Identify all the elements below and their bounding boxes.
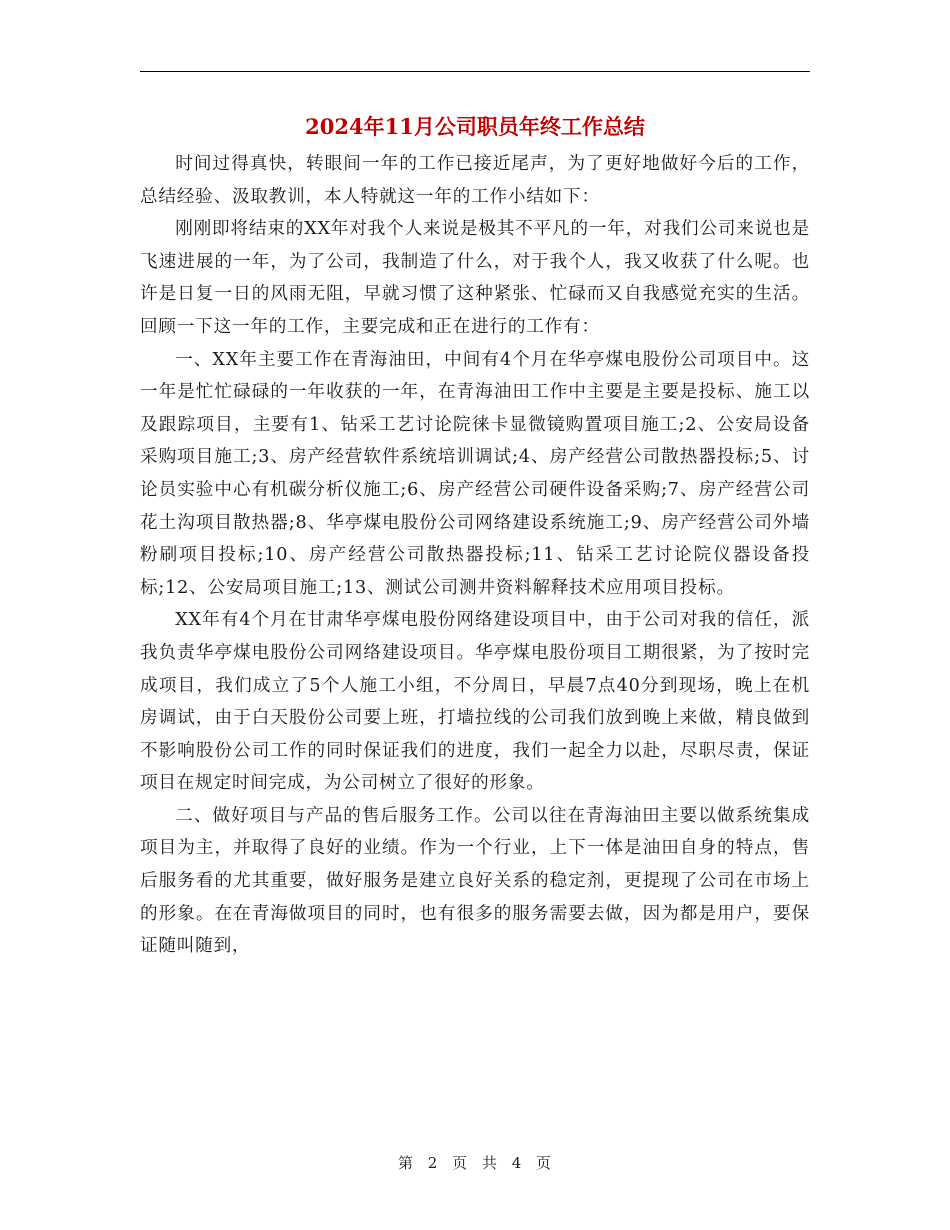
footer-total-unit: 页 — [536, 1154, 553, 1172]
footer-prefix: 第 — [397, 1154, 414, 1172]
paragraph-section-one: 一、XX年主要工作在青海油田，中间有4个月在华亭煤电股份公司项目中。这一年是忙忙碌碌的一年收获的一年，在青海油田工作中主要是主要是投标、施工以及跟踪项目，主要有1、钻采工艺讨论院徕卡显微镜购置项目施工;2、公安局设备采购项目施工;3、房产经营软件系统培训调试;4、房产经营公司散热器投标;5、讨论员实验中心有机碳分析仪施工;6、房产经营公司硬件设备采购;7、房产经营公司花土沟项目散热器;8、华亭煤电股份公司网络建设系统施工;9、房产经营公司外墙粉刷项目投标;10、房产经营公司散热器投标;11、钻采工艺讨论院仪器设备投标;12、公安局项目施工;13、测试公司测井资料解释技术应用项目投标。 — [140, 349, 810, 598]
footer-page-unit: 页 — [452, 1154, 469, 1172]
paragraph-intro: 时间过得真快，转眼间一年的工作已接近尾声，为了更好地做好今后的工作，总结经验、汲取教训，本人特就这一年的工作小结如下： — [140, 154, 810, 207]
header-rule — [140, 71, 810, 72]
paragraph-huating-project: XX年有4个月在甘肃华亭煤电股份网络建设项目中，由于公司对我的信任，派我负责华亭煤电股份公司网络建设项目。华亭煤电股份项目工期很紧，为了按时完成项目，我们成立了5个人施工小组，不分周日，早晨7点40分到现场，晚上在机房调试，由于白天股份公司要上班，打墙拉线的公司我们放到晚上来做，精良做到不影响股份公司工作的同时保证我们的进度，我们一起全力以赴，尽职尽责，保证项目在规定时间完成，为公司树立了很好的形象。 — [140, 610, 810, 794]
footer-total-prefix: 共 — [481, 1154, 498, 1172]
page-footer — [140, 1152, 810, 1173]
document-title: 2024年11月公司职员年终工作总结 — [305, 114, 645, 139]
footer-page-number: 2 — [427, 1154, 439, 1172]
document-body — [140, 148, 810, 963]
paragraph-review: 刚刚即将结束的XX年对我个人来说是极其不平凡的一年，对我们公司来说也是飞速进展的一年，为了公司，我制造了什么，对于我个人，我又收获了什么呢。也许是日复一日的风雨无阻，早就习惯了这种紧张、忙碌而又自我感觉充实的生活。回顾一下这一年的工作，主要完成和正在进行的工作有： — [140, 219, 810, 337]
paragraph-section-two: 二、做好项目与产品的售后服务工作。公司以往在青海油田主要以做系统集成项目为主，并取得了良好的业绩。作为一个行业，上下一体是油田自身的特点，售后服务看的尤其重要，做好服务是建立良好关系的稳定剂，更提现了公司在市场上的形象。在在青海做项目的同时，也有很多的服务需要去做，因为都是用户，要保证随叫随到， — [140, 805, 810, 957]
footer-total-pages: 4 — [511, 1154, 523, 1172]
